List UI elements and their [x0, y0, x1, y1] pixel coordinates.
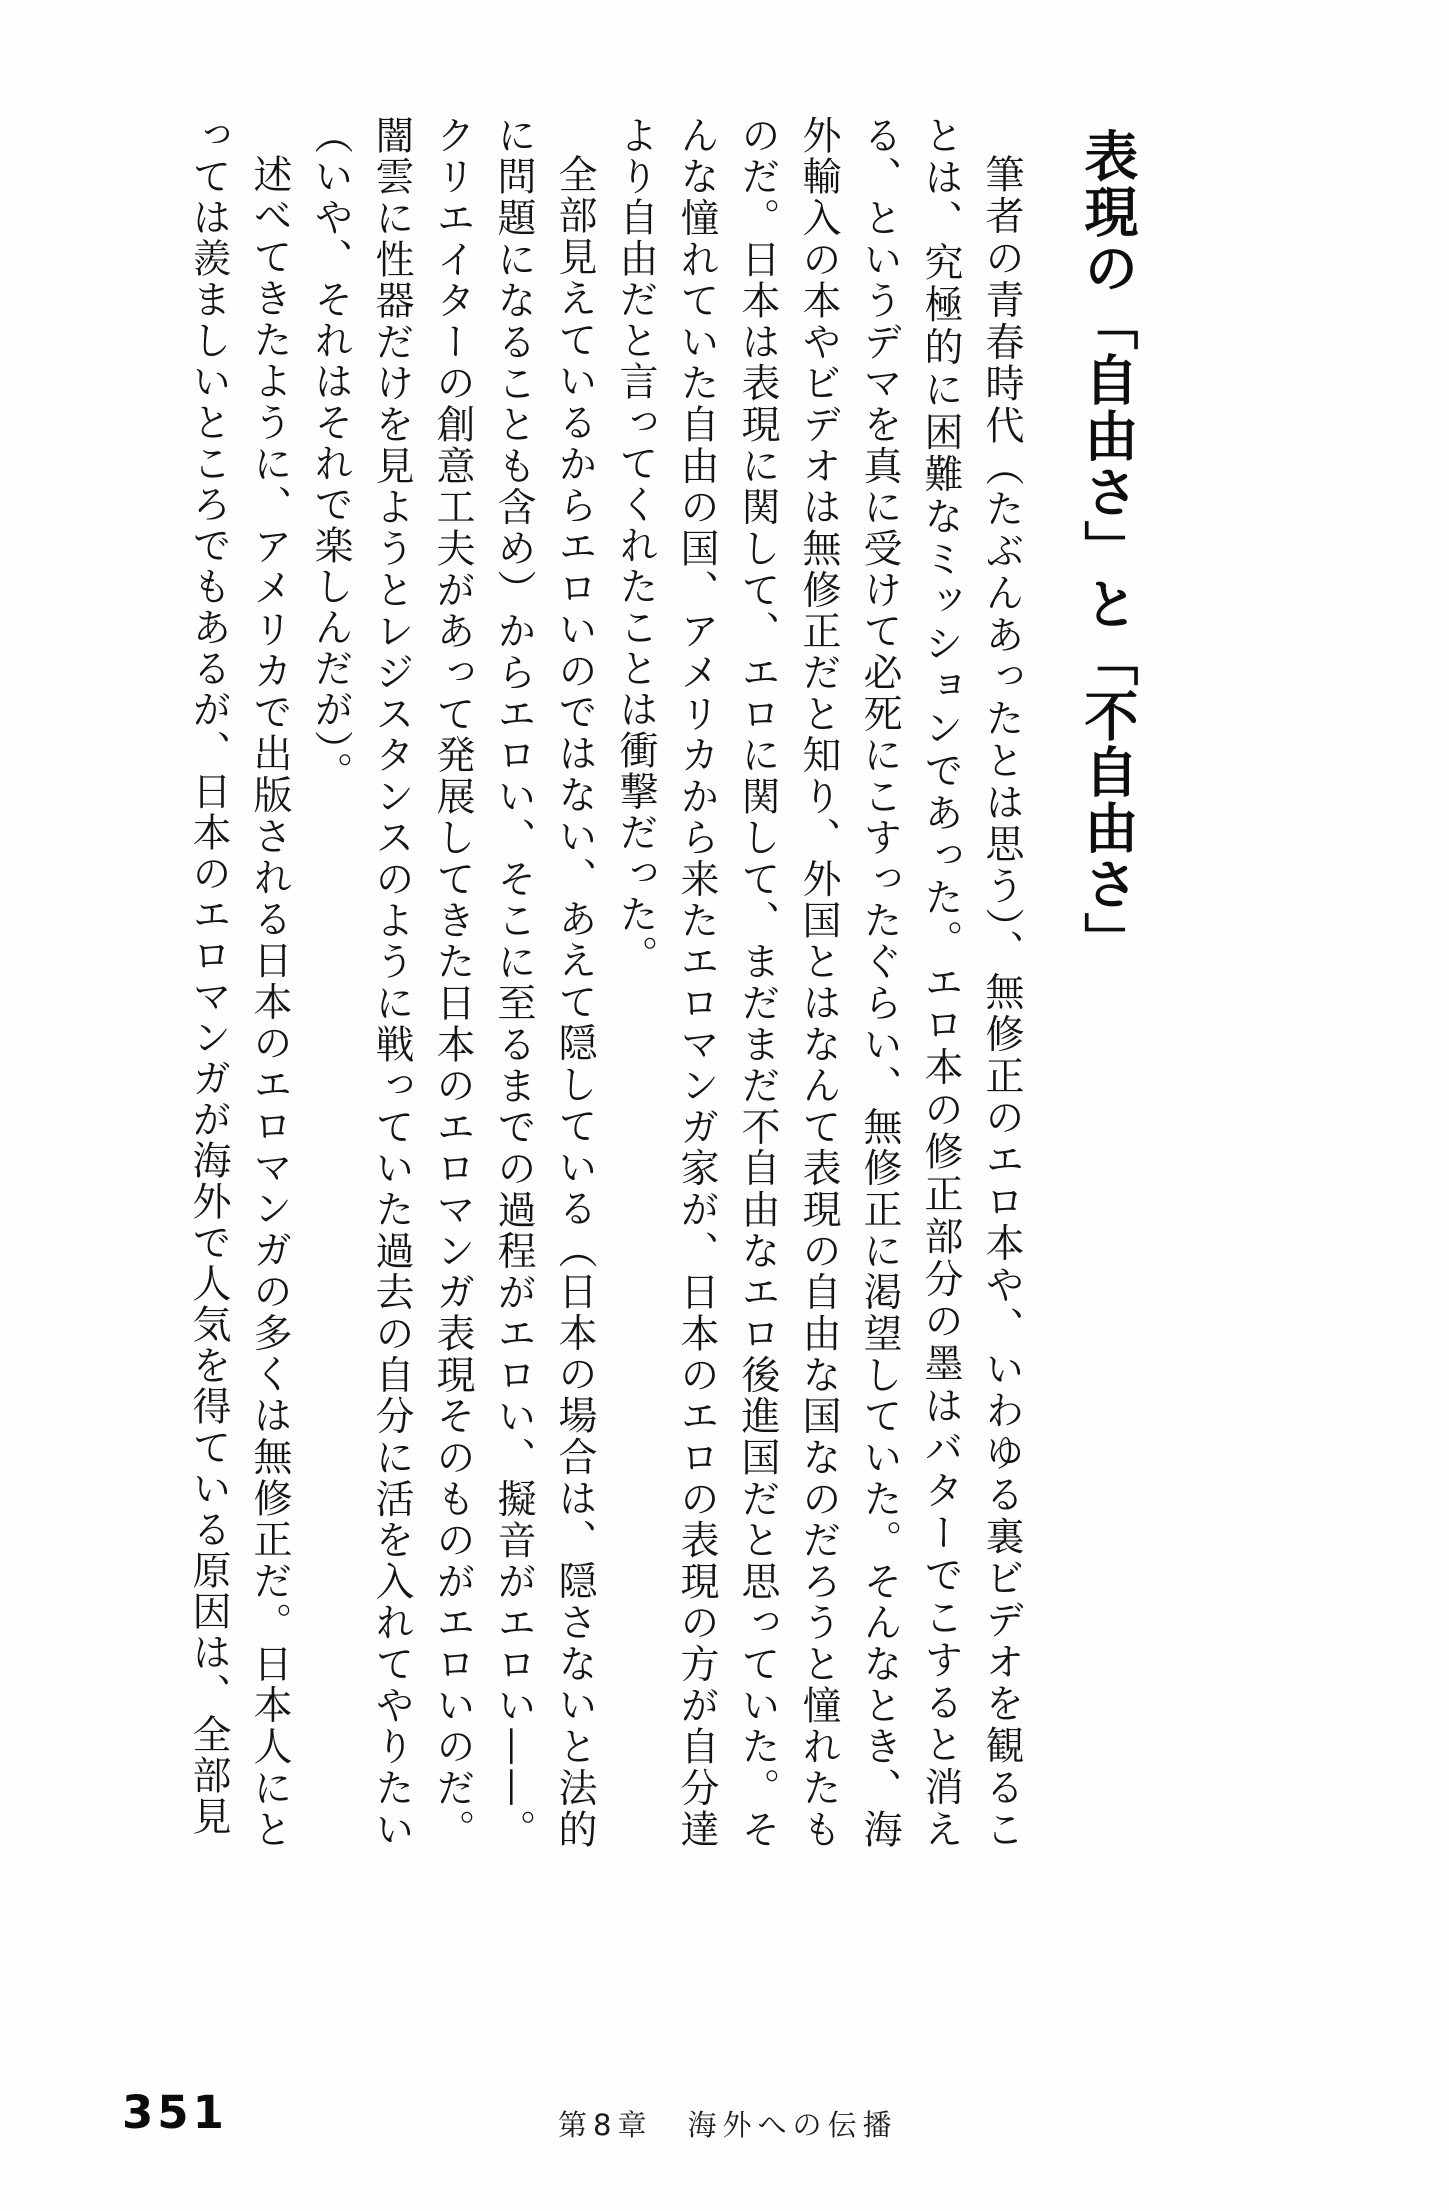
body-text	[172, 115, 1032, 1850]
paragraph-2: 全部見えているからエロいのではない、あえて隠している（日本の場合は、隠さないと法的に問題になることも含め）からエロい、そこに至るまでの過程がエロい、擬音がエロい——。クリエイターの創意工夫があって発展してきた日本のエロマンガ表現そのものがエロいのだ。闇雲に性器だけを見ようとレジスタンスのように戦っていた過去の自分に活を入れてやりたい（いや、それはそれで楽しんだが）。	[308, 115, 597, 1851]
page-number: 351	[122, 2086, 228, 2139]
paragraph-1: 筆者の青春時代（たぶんあったとは思う）、無修正のエロ本や、いわゆる裏ビデオを観ることは、究極的に困難なミッションであった。エロ本の修正部分の墨はバターでこすると消える、というデマを真に受けて必死にこすったぐらい、無修正に渇望していた。そんなとき、海外輸入の本やビデオは無修正だと知り、外国とはなんて表現の自由な国なのだろうと憧れたものだ。日本は表現に関して、エロに関して、まだまだ不自由なエロ後進国だと思っていた。そんな憧れていた自由の国、アメリカから来たエロマンガ家が、日本のエロの表現の方が自分達より自由だと言ってくれたことは衝撃だった。	[613, 115, 1024, 1851]
chapter-footer: 第8章 海外への伝播	[558, 2108, 898, 2142]
section-title: 表現の「自由さ」と「不自由さ」	[1075, 128, 1139, 968]
paragraph-3: 述べてきたように、アメリカで出版される日本のエロマンガの多くは無修正だ。日本人にとっては羨ましいところでもあるが、日本のエロマンガが海外で人気を得ている原因は、全部見	[186, 115, 292, 1850]
